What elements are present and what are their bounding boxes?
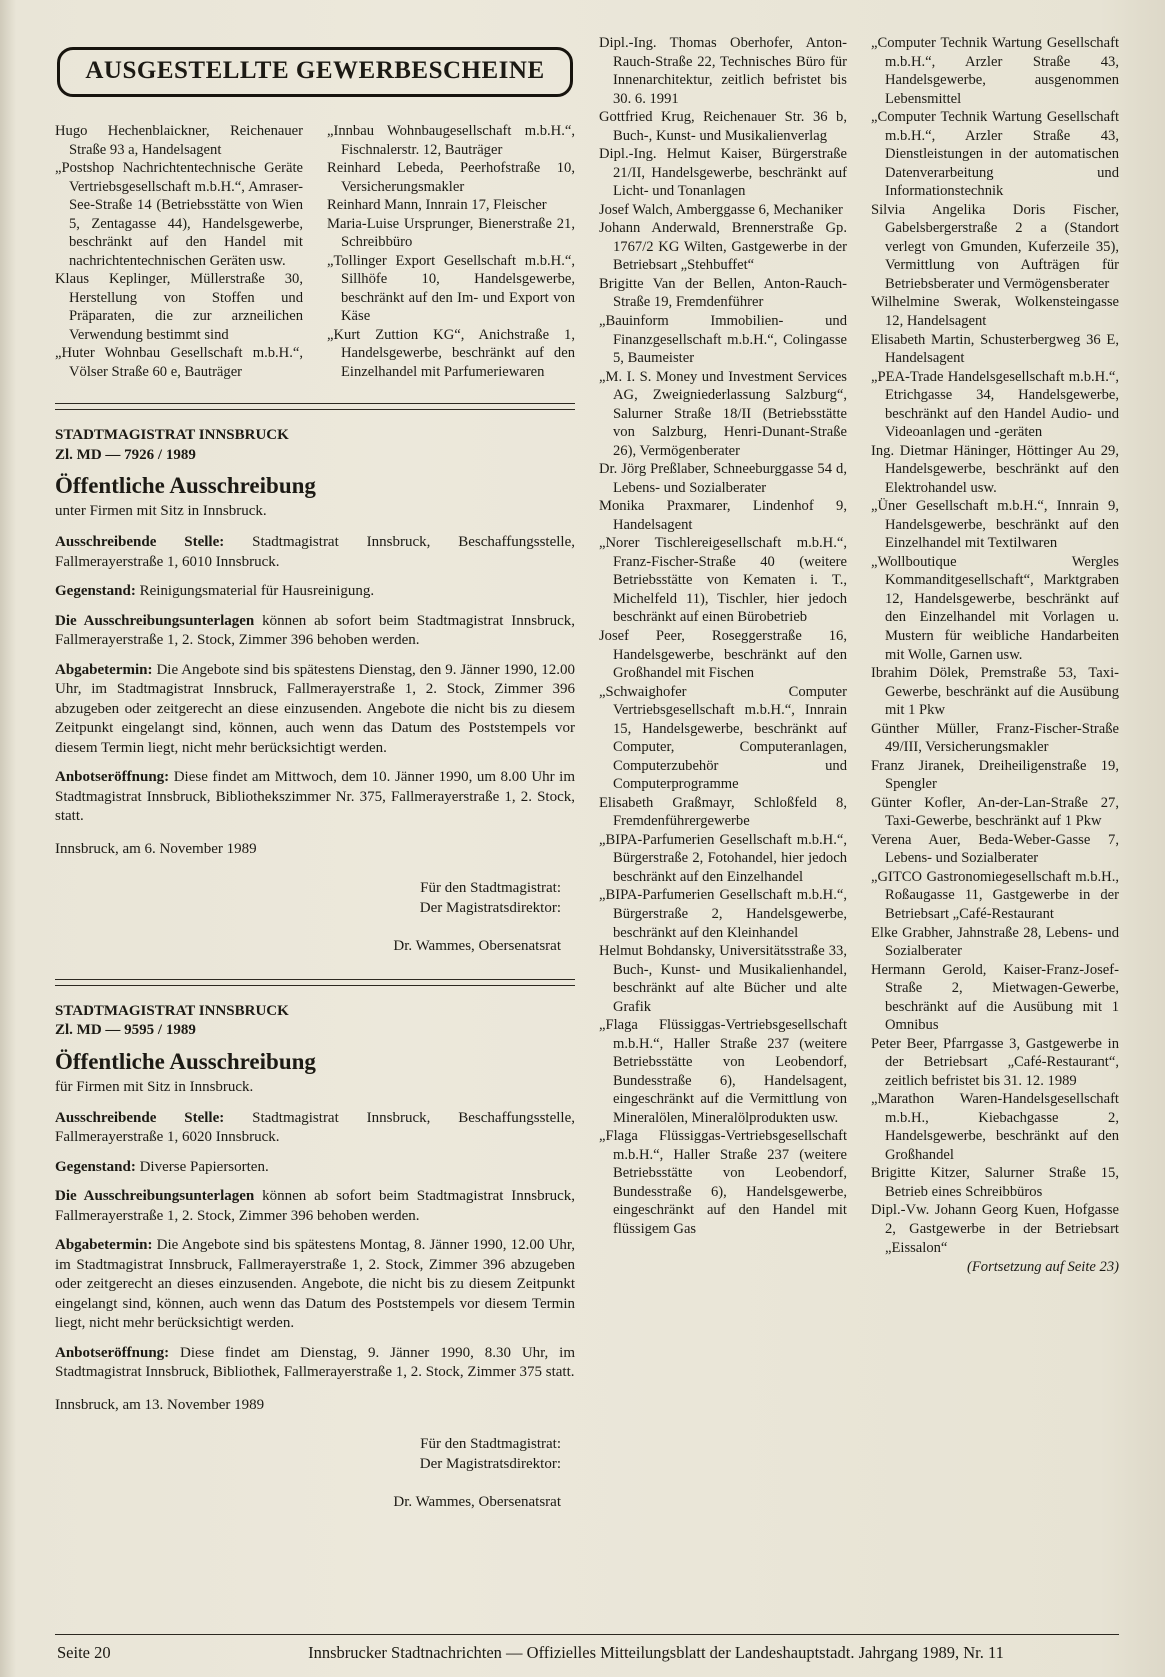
paragraph-label: Gegenstand: [55,1158,136,1175]
paragraph-text: können ab sofort beim Stadtmagistrat Innsbruck, Fallmerayerstraße 1, 2. Stock, Zimmer 396 behoben werden. [55,1188,575,1224]
paragraph-text: Stadtmagistrat Innsbruck, Beschaffungsstelle, Fallmerayerstraße 1, 6010 Innsbruck. [55,534,575,570]
gewerbescheine-entry-columns [55,122,575,381]
notice-title: Öffentliche Ausschreibung [55,1048,316,1074]
signature-role-1: Für den Stadtmagistrat: [420,1435,561,1452]
page-footer [55,1634,1119,1663]
business-license-entry: Gottfried Krug, Reichenauer Str. 36 b, Buch-, Kunst- und Musikalienverlag [599,109,847,144]
business-license-entry: Helmut Bohdansky, Universitätsstraße 33, Buch-, Kunst- und Musikalienhandel, beschränkt auf alte Bücher und alte Grafik [599,943,847,1015]
signature-block [55,878,575,957]
paragraph-label: Ausschreibende Stelle: [55,1109,225,1126]
business-license-entry: Ing. Dietmar Häninger, Höttinger Au 29, Handelsgewerbe, beschränkt auf den Elektrohandel usw. [871,442,1119,496]
paragraph-text: Stadtmagistrat Innsbruck, Beschaffungsstelle, Fallmerayerstraße 1, 6020 Innsbruck. [55,1109,575,1146]
paragraph-label: Anbotseröffnung: [55,769,170,786]
paragraph-label: Gegenstand: [55,583,136,600]
notice-paragraph [55,533,575,572]
paragraph-text: Diese findet am Dienstag, 9. Jänner 1990, 8.30 Uhr, im Stadtmagistrat Innsbruck, Bibliothek, Fallmerayerstraße 1, 2. Stock, Zimmer 375 statt. [55,1344,575,1381]
business-license-entry: „Flaga Flüssiggas-Vertriebsgesellschaft m.b.H.“, Haller Straße 237 (weitere Betriebsstätte von Leobendorf, Bundesstraße 6), Handelsagent, eingeschränkt auf die Vermittlung von Mineralölen, Mineralölprodukten usw. [599,1017,847,1126]
notice-paragraphs [55,533,575,827]
business-license-entry: „Wollboutique Wergles Kommanditgesellschaft“, Marktgraben 12, Handelsgewerbe, beschränkt auf den Einzelhandel mit Vorlagen u. Mustern für weibliche Handarbeiten mit Wolle, Garnen usw. [871,553,1119,663]
notice-date-line: Innsbruck, am 13. November 1989 [55,1396,265,1413]
notice-reference-number: Zl. MD — 7926 / 1989 [55,446,196,463]
business-license-entry: „BIPA-Parfumerien Gesellschaft m.b.H.“, Bürgerstraße 2, Fotohandel, hier jedoch beschränkt auf den Einzelhandel [599,831,847,885]
business-license-entry: „Huter Wohnbau Gesellschaft m.b.H.“, Völser Straße 60 e, Bauträger [55,345,303,380]
business-license-entry: Günter Kofler, An-der-Lan-Straße 27, Taxi-Gewerbe, beschränkt auf 1 Pkw [871,794,1119,830]
page-number: Seite 20 [57,1643,111,1662]
notice-paragraph [55,1344,575,1383]
business-license-entry: Josef Walch, Amberggasse 6, Mechaniker [599,201,843,218]
business-license-entry: Peter Beer, Pfarrgasse 3, Gastgewerbe in der Betriebsart „Café-Restaurant“, zeitlich befristet bis 31. 12. 1989 [871,1035,1119,1089]
business-license-entry: Elisabeth Martin, Schusterbergweg 36 E, Handelsagent [871,331,1119,367]
notice-title: Öffentliche Ausschreibung [55,473,316,499]
paragraph-text: Diverse Papiersorten. [139,1158,269,1175]
business-license-entry: Dr. Jörg Preßlaber, Schneeburggasse 54 d, Lebens- und Sozialberater [599,461,847,496]
business-license-entry: Hugo Hechenblaickner, Reichenauer Straße 93 a, Handelsagent [55,123,303,158]
notice-paragraph [55,1158,575,1178]
business-license-entry: Elisabeth Graßmayr, Schloßfeld 8, Fremdenführergewerbe [599,794,847,830]
continuation-note: (Fortsetzung auf Seite 23) [967,1259,1119,1276]
business-license-entry: „M. I. S. Money und Investment Services AG, Zweigniederlassung Salzburg“, Salurner Straße 18/II (Betriebsstätte von Salzburg, Henri-Dunant-Straße 26), Vermögenberater [599,368,847,459]
paragraph-text: Die Angebote sind bis spätestens Montag, 8. Jänner 1990, 12.00 Uhr, im Stadtmagistrat Innsbruck, Fallmerayerstraße 1, 2. Stock, Zimmer 396 abzugeben oder zeitgerecht an dieses einzusenden. Angebote, die nicht bis zu diesem Zeitpunkt eingelangt sind, können, auch wenn das Datum des Poststempels vor diesem Termin liegt, nicht mehr berücksichtigt werden. [55,1237,576,1332]
business-license-entry: Ibrahim Dölek, Premstraße 53, Taxi-Gewerbe, beschränkt auf die Ausübung mit 1 Pkw [871,665,1119,719]
signature-block [55,1434,575,1513]
footer-masthead: Innsbrucker Stadtnachrichten — Offizielles Mitteilungsblatt der Landeshauptstadt. Jahrgang 1989, Nr. 11 [308,1643,1004,1662]
business-license-entry: „Kurt Zuttion KG“, Anichstraße 1, Handelsgewerbe, beschränkt auf den Einzelhandel mit Parfumeriewaren [327,326,575,380]
notice-paragraph [55,1236,575,1334]
business-license-entry: Günther Müller, Franz-Fischer-Straße 49/III, Versicherungsmakler [871,720,1119,756]
business-license-entry: „GITCO Gastronomiegesellschaft m.b.H., Roßaugasse 11, Gastgewerbe in der Betriebsart „Café-Restaurant [871,868,1119,922]
section-divider [55,979,575,986]
notice-subtitle: für Firmen mit Sitz in Innsbruck. [55,1078,254,1095]
business-license-entry: „Bauinform Immobilien- und Finanzgesellschaft m.b.H.“, Colingasse 5, Baumeister [599,312,847,367]
business-license-entry: Reinhard Mann, Innrain 17, Fleischer [327,197,547,214]
paragraph-text: können ab sofort beim Stadtmagistrat Innsbruck, Fallmerayerstraße 1, 2. Stock, Zimmer 396 behoben werden. [55,612,575,649]
business-license-entry: „Computer Technik Wartung Gesellschaft m.b.H.“, Arzler Straße 43, Dienstleistungen in der automatischen Datenverarbeitung und Informationstechnik [871,109,1119,200]
business-license-entry: Johann Anderwald, Brennerstraße Gp. 1767/2 KG Wilten, Gastgewerbe in der Betriebsart „Stehbuffet“ [599,220,847,274]
business-license-entry: Monika Praxmarer, Lindenhof 9, Handelsagent [599,498,847,533]
business-license-entry: Maria-Luise Ursprunger, Bienerstraße 21, Schreibbüro [327,215,575,251]
business-license-entry: „Schwaighofer Computer Vertriebsgesellschaft m.b.H.“, Innrain 15, Handelsgewerbe, beschränkt auf Computer, Computeranlagen, Computerzubehör und Computerprogramme [599,683,847,793]
business-license-entry: Franz Jiranek, Dreiheiligenstraße 19, Spengler [871,757,1119,793]
business-license-entry: „Üner Gesellschaft m.b.H.“, Innrain 9, Handelsgewerbe, beschränkt auf den Einzelhandel mit Textilwaren [871,498,1119,552]
entries-column-4 [871,34,1119,1257]
business-license-entry: „Innbau Wohnbaugesellschaft m.b.H.“, Fischnalerstr. 12, Bauträger [327,123,575,158]
gewerbescheine-title: AUSGESTELLTE GEWERBESCHEINE [85,57,545,84]
business-license-entry: „BIPA-Parfumerien Gesellschaft m.b.H.“, Bürgerstraße 2, Handelsgewerbe, beschränkt auf den Kleinhandel [599,887,847,941]
paragraph-label: Anbotseröffnung: [55,1344,170,1361]
business-license-entry: „Norer Tischlereigesellschaft m.b.H.“, Franz-Fischer-Straße 40 (weitere Betriebsstätte von Kematen i. T., Michelfeld 11), Tischler, hier jedoch beschränkt auf einen Bürobetrieb [599,535,847,626]
business-license-entry: „Computer Technik Wartung Gesellschaft m.b.H.“, Arzler Straße 43, Handelsgewerbe, ausgenommen Lebensmittel [871,35,1119,107]
notice-paragraph [55,582,575,602]
notice-reference-number: Zl. MD — 9595 / 1989 [55,1022,196,1039]
business-license-entry: Brigitte Kitzer, Salurner Straße 15, Betrieb eines Schreibbüros [871,1165,1119,1200]
business-license-entry: Wilhelmine Swerak, Wolkensteingasse 12, Handelsagent [871,294,1119,329]
paragraph-label: Die Ausschreibungsunterlagen [55,1188,255,1205]
business-license-entry: Silvia Angelika Doris Fischer, Gabelsbergerstraße 2 a (Standort verlegt von Gmunden, Kuferzeile 35), Vermittlung von Aufträgen für Betriebsberater und Vermögensberater [871,201,1119,292]
business-license-entry: „PEA-Trade Handelsgesellschaft m.b.H.“, Etrichgasse 34, Handelsgewerbe, beschränkt auf den Handel Audio- und Videoanlagen und -geräten [871,368,1119,441]
notice-organization: STADTMAGISTRAT INNSBRUCK [55,1002,289,1019]
business-license-entry: „Flaga Flüssiggas-Vertriebsgesellschaft m.b.H.“, Haller Straße 237 (weitere Betriebsstätte von Leobendorf, Bundesstraße 6), Handelsgewerbe, eingeschränkt auf den Handel mit flüssigem Gas [599,1128,847,1237]
business-license-entry: Brigitte Van der Bellen, Anton-Rauch-Straße 19, Fremdenführer [599,275,847,311]
notice-date-line: Innsbruck, am 6. November 1989 [55,840,257,857]
public-tender-notice-1 [55,426,575,956]
business-license-entry: Dipl.-Vw. Johann Georg Kuen, Hofgasse 2, Gastgewerbe in der Betriebsart „Eissalon“ [871,1202,1119,1256]
business-license-entry: „Postshop Nachrichtentechnische Geräte Vertriebsgesellschaft m.b.H.“, Amraser-See-Straße 14 (Betriebsstätte von Wien 5, Zentagasse 44), Handelsgewerbe, beschränkt auf den Handel mit nachrichtentechnischen Geräten usw. [55,160,303,269]
notice-subtitle: unter Firmen mit Sitz in Innsbruck. [55,503,267,520]
notice-paragraphs [55,1109,575,1383]
business-license-entry: „Tollinger Export Gesellschaft m.b.H.“, Sillhöfe 10, Handelsgewerbe, beschränkt auf den Im- und Export von Käse [327,252,575,325]
notice-paragraph [55,1109,575,1148]
notice-paragraph [55,1187,575,1226]
signature-name: Dr. Wammes, Obersenatsrat [393,938,561,955]
paragraph-label: Abgabetermin: [55,1237,153,1254]
paragraph-text: Diese findet am Mittwoch, dem 10. Jänner 1990, um 8.00 Uhr im Stadtmagistrat Innsbruck, Bibliothekszimmer Nr. 375, Fallmerayerstraße 1, 2. Stock, statt. [55,769,576,825]
notice-organization: STADTMAGISTRAT INNSBRUCK [55,427,289,444]
paragraph-text: Die Angebote sind bis spätestens Dienstag, den 9. Jänner 1990, 12.00 Uhr, im Stadtmagistrat Innsbruck, Fallmerayerstraße 1, 2. Stock, Zimmer 396 abzugeben oder zeitgerecht an diese einzusenden. Angebote die nicht bis zu diesem Zeitpunkt eingelangt sind, können, auch wenn das Datum des Poststempels vor diesem Termin liegt, nicht mehr berücksichtigt werden. [55,661,576,756]
left-section [55,34,575,1512]
entries-column-2 [327,122,575,381]
business-license-entry: Verena Auer, Beda-Weber-Gasse 7, Lebens- und Sozialberater [871,831,1119,867]
business-license-entry: Reinhard Lebeda, Peerhofstraße 10, Versicherungsmakler [327,160,575,195]
signature-role-1: Für den Stadtmagistrat: [420,879,561,896]
content-area [55,34,1119,1634]
gewerbescheine-header-box [57,47,573,97]
business-license-entry: Hermann Gerold, Kaiser-Franz-Josef-Straße 2, Mietwagen-Gewerbe, beschränkt auf die Ausübung mit 1 Omnibus [871,961,1119,1034]
business-license-entry: Dipl.-Ing. Thomas Oberhofer, Anton-Rauch-Straße 22, Technisches Büro für Innenarchitektur, zeitlich befristet bis 30. 6. 1991 [599,35,847,107]
signature-role-2: Der Magistratsdirektor: [419,1455,561,1472]
signature-name: Dr. Wammes, Obersenatsrat [393,1494,561,1511]
notice-paragraph [55,768,575,827]
entries-column-4-wrap [871,34,1119,1276]
public-tender-notice-2 [55,1002,575,1513]
entries-column-1 [55,122,303,381]
entries-column-3 [599,34,847,1239]
paragraph-text: Reinigungsmaterial für Hausreinigung. [139,583,375,600]
paragraph-label: Ausschreibende Stelle: [55,534,225,551]
business-license-entry: Klaus Keplinger, Müllerstraße 30, Herstellung von Stoffen und Präparaten, die zur arzneilichen Verwendung bestimmt sind [55,271,303,343]
business-license-entry: „Marathon Waren-Handelsgesellschaft m.b.H., Kiebachgasse 2, Handelsgewerbe, beschränkt auf den Großhandel [871,1091,1119,1163]
paragraph-label: Abgabetermin: [55,661,153,678]
notice-paragraph [55,612,575,651]
business-license-entry: Elke Grabher, Jahnstraße 28, Lebens- und Sozialberater [871,924,1119,960]
signature-role-2: Der Magistratsdirektor: [419,900,561,917]
business-license-entry: Josef Peer, Roseggerstraße 16, Handelsgewerbe, beschränkt auf den Großhandel mit Fischen [599,628,847,682]
business-license-entry: Dipl.-Ing. Helmut Kaiser, Bürgerstraße 21/II, Handelsgewerbe, beschränkt auf Licht- und Tonanlagen [599,146,847,200]
section-divider [55,403,575,410]
notice-paragraph [55,661,575,759]
paragraph-label: Die Ausschreibungsunterlagen [55,612,255,629]
